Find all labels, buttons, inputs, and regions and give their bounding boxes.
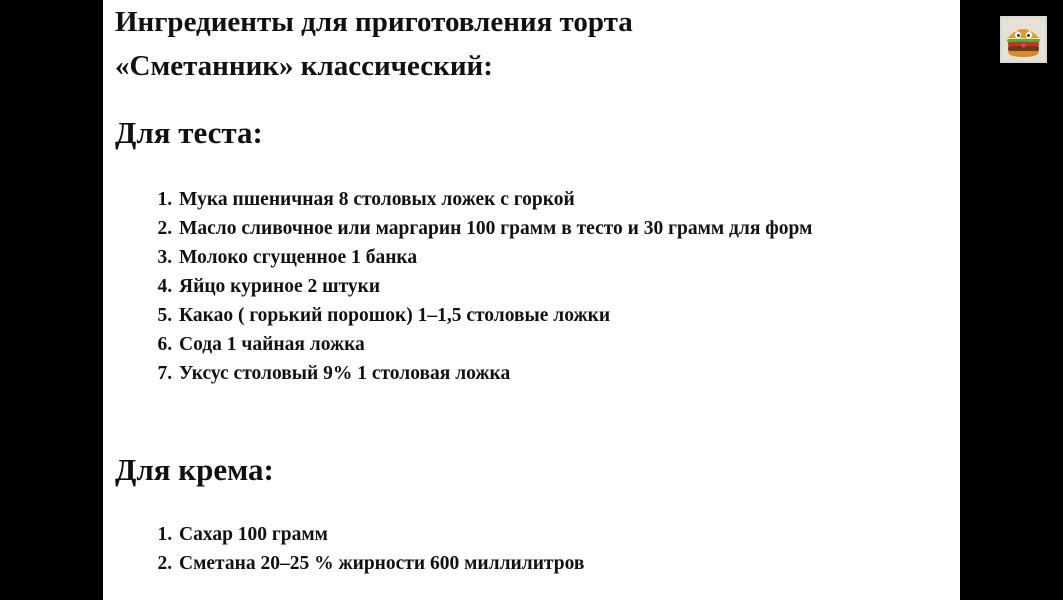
dough-heading: Для теста: [115,115,263,150]
list-item: 5. Какао ( горький порошок) 1–1,5 столовые ложки [177,301,957,330]
cream-ingredient-list [147,520,957,578]
dough-ingredient-list [147,185,957,388]
list-item: 1. Сахар 100 грамм [177,520,957,549]
title-line-1: Ингредиенты для приготовления торта [115,6,633,38]
burger-character-icon [1002,18,1045,61]
channel-avatar[interactable] [1000,16,1047,63]
document-title [115,0,915,88]
list-item: 4. Яйцо куриное 2 штуки [177,272,957,301]
list-item: 3. Молоко сгущенное 1 банка [177,243,957,272]
list-item: 7. Уксус столовый 9% 1 столовая ложка [177,359,957,388]
document-page [103,0,960,600]
cream-heading: Для крема: [115,452,274,487]
list-item: 1. Мука пшеничная 8 столовых ложек с горкой [177,185,957,214]
list-item: 2. Сметана 20–25 % жирности 600 миллилитров [177,549,957,578]
title-line-2: «Сметанник» классический: [115,50,493,82]
list-item: 6. Сода 1 чайная ложка [177,330,957,359]
list-item: 2. Масло сливочное или маргарин 100 грамм в тесто и 30 грамм для форм [177,214,957,243]
